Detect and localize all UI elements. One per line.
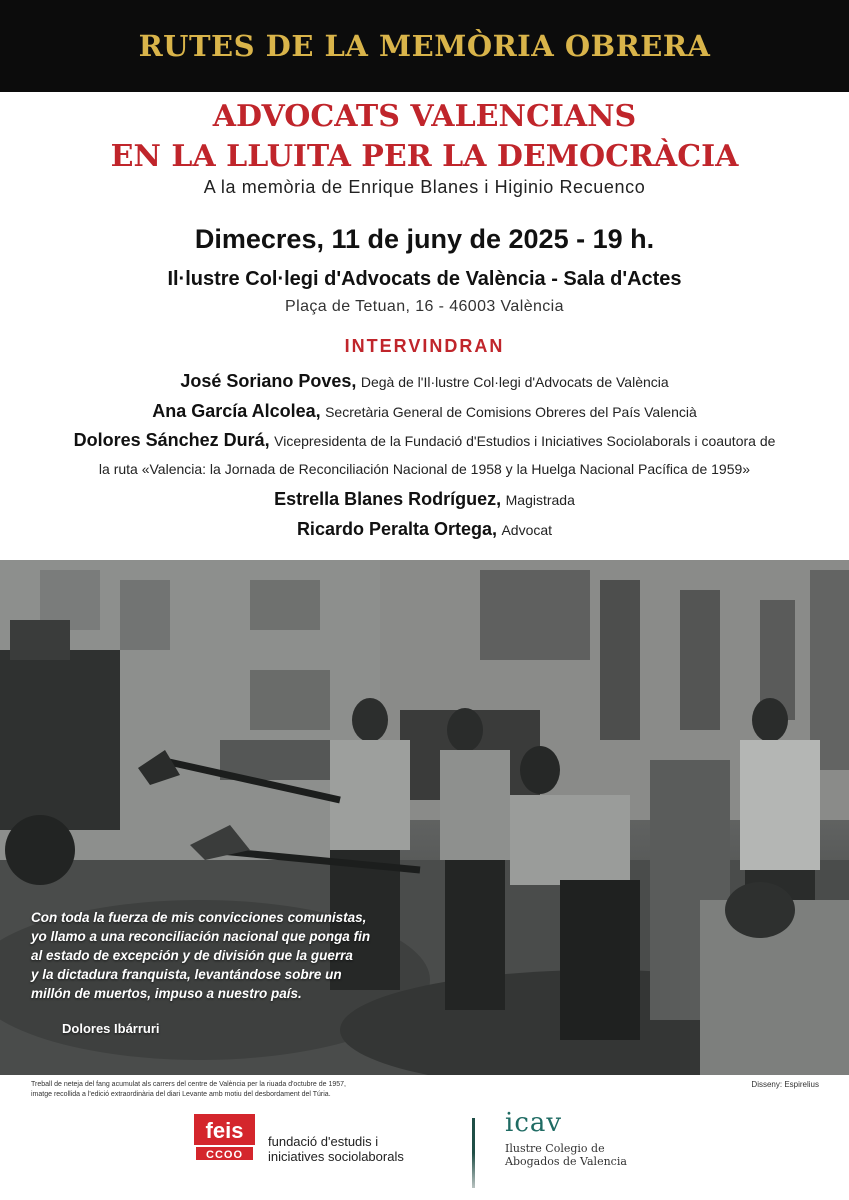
feis-logo: [194, 1114, 255, 1162]
speaker-name: Dolores Sánchez Durá,: [73, 430, 270, 450]
quote-text: [31, 908, 371, 1003]
feis-name-line: iniciatives sociolaborals: [268, 1149, 404, 1164]
feis-name: [268, 1134, 404, 1164]
event-title-line2: EN LA LLUITA PER LA DEMOCRÀCIA: [110, 139, 739, 174]
quote-line: al estado de excepción y de división que la guerra: [31, 948, 353, 963]
speaker-item: [0, 489, 849, 510]
speaker-role: Vicepresidenta de la Fundació d'Estudios i Iniciatives Sociolaborals i coautora de: [274, 433, 776, 449]
event-venue: Il·lustre Col·legi d'Advocats de València - Sala d'Actes: [167, 268, 682, 290]
speaker-role: Magistrada: [505, 492, 575, 508]
speaker-name: Ana García Alcolea,: [152, 401, 321, 421]
icav-name-line: Ilustre Colegio de: [505, 1142, 605, 1155]
dedication: A la memòria de Enrique Blanes i Higinio Recuenco: [203, 177, 646, 197]
icav-name: [505, 1142, 627, 1168]
event-title-line1: ADVOCATS VALENCIANS: [212, 99, 637, 134]
quote-line: yo llamo a una reconciliación nacional que ponga fin: [31, 929, 371, 944]
ccoo-logo-text: CCOO: [206, 1149, 243, 1161]
speaker-item: [0, 430, 849, 451]
quote-line: y la dictadura franquista, levantándose sobre un: [31, 967, 342, 982]
speaker-role: Advocat: [501, 522, 553, 538]
icav-name-line: Abogados de Valencia: [505, 1155, 627, 1168]
speaker-name: José Soriano Poves,: [180, 371, 357, 391]
speakers-heading: INTERVINDRAN: [344, 336, 505, 356]
historical-photo: [0, 560, 849, 1075]
speaker-item: [0, 401, 849, 422]
event-date: Dimecres, 11 de juny de 2025 - 19 h.: [194, 224, 655, 254]
speaker-item: [0, 371, 849, 392]
quote-line: millón de muertos, impuso a nuestro país.: [31, 986, 302, 1001]
design-credit: Disseny: Espirelius: [751, 1080, 819, 1089]
caption-line: imatge recollida a l'edició extraordinària del diari Levante amb motiu del desbordament del Túria.: [31, 1091, 331, 1098]
event-address: Plaça de Tetuan, 16 - 46003 València: [285, 298, 564, 315]
speaker-item: [0, 519, 849, 540]
speaker-role: Secretària General de Comisions Obreres del País Valencià: [325, 404, 697, 420]
logo-divider: [472, 1118, 475, 1188]
caption-line: Treball de neteja del fang acumulat als carrers del centre de València per la riuada d'octubre de 1957,: [31, 1081, 346, 1088]
quote-author: Dolores Ibárruri: [62, 1021, 160, 1036]
icav-logo: icav: [505, 1108, 563, 1138]
header-band: [0, 0, 849, 92]
feis-logo-text: feis: [205, 1118, 244, 1143]
feis-name-line: fundació d'estudis i: [268, 1134, 379, 1149]
quote-line: Con toda la fuerza de mis convicciones comunistas,: [31, 910, 367, 925]
speaker-role-continuation: la ruta «Valencia: la Jornada de Reconciliación Nacional de 1958 y la Huelga Nacional Pacífica de 1959»: [98, 461, 751, 477]
speaker-role: Degà de l'Il·lustre Col·legi d'Advocats de València: [360, 374, 669, 390]
series-title: RUTES DE LA MEMÒRIA OBRERA: [138, 29, 711, 63]
speaker-name: Estrella Blanes Rodríguez,: [274, 489, 502, 509]
photo-caption: [31, 1080, 591, 1100]
speaker-name: Ricardo Peralta Ortega,: [296, 519, 498, 539]
